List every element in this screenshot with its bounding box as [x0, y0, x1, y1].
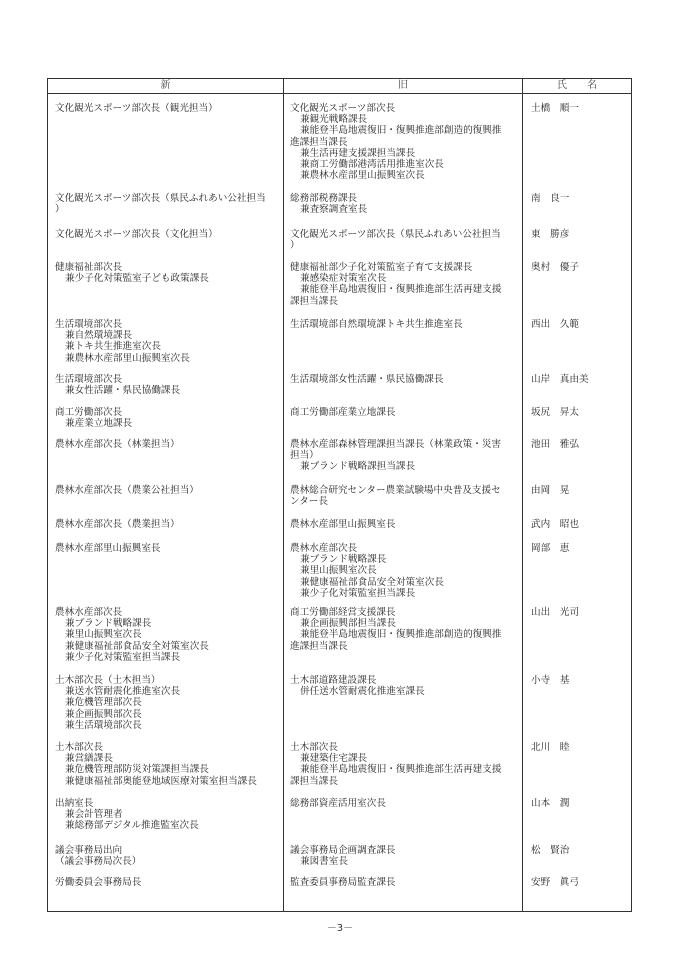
- person-name: 山出 光司: [531, 607, 579, 618]
- old-position: [290, 845, 518, 867]
- old-position-line: 進課担当課長: [290, 136, 348, 148]
- person-name: 南 良一: [531, 193, 570, 204]
- old-position-line: 兼査察調査室長: [300, 204, 368, 216]
- new-position: [55, 519, 283, 530]
- old-position-line: 課担当課長: [290, 775, 338, 787]
- old-position: [290, 374, 518, 385]
- new-position-line: 文化観光スポーツ部次長（文化担当）: [55, 229, 218, 240]
- new-position-line: 農林水産部里山振興室長: [55, 543, 161, 554]
- person-name: 山岸 真由美: [531, 374, 589, 385]
- new-position-line: ）: [55, 204, 65, 216]
- new-position: [55, 877, 283, 888]
- new-position-line: 兼ブランド戦略課長: [65, 618, 152, 630]
- new-position: [55, 845, 283, 867]
- old-position: [290, 798, 518, 809]
- new-position-line: 商工労働部次長: [55, 407, 123, 418]
- header-name: 氏 名: [557, 80, 597, 91]
- old-position: [290, 877, 518, 888]
- old-position-line: 文化観光スポーツ部次長（県民ふれあい公社担当: [290, 229, 501, 240]
- old-position-line: 兼企画振興部担当課長: [300, 618, 396, 630]
- old-position-line: 課担当課長: [290, 295, 338, 307]
- old-position-line: 文化観光スポーツ部次長: [290, 103, 396, 114]
- old-position-line: 土木部道路建設課長: [290, 675, 377, 686]
- new-position-line: 農林水産部次長（農業担当）: [55, 519, 180, 530]
- person-name: 安野 眞弓: [531, 877, 579, 888]
- old-position-line: 生活環境部女性活躍・県民協働課長: [290, 374, 444, 385]
- new-position-line: 土木部次長（土木担当）: [55, 675, 161, 686]
- new-position-line: 健康福祉部次長: [55, 262, 123, 273]
- old-position-line: 商工労働部産業立地課長: [290, 407, 396, 418]
- person-name: 池田 雅弘: [531, 439, 579, 450]
- person-name: 小寺 基: [531, 675, 570, 686]
- person-name: 由岡 晃: [531, 485, 570, 496]
- new-position-line: 兼女性活躍・県民協働課長: [65, 385, 181, 397]
- new-position-line: 兼健康福祉部奥能登地域医療対策室担当課長: [65, 775, 257, 787]
- new-position-line: 兼里山振興室次長: [65, 629, 142, 641]
- old-position-line: 兼生活再建支援課担当課長: [300, 147, 416, 159]
- old-position-line: 担当）: [290, 450, 319, 462]
- old-position-line: 農林総合研究センター農業試験場中央普及支援セ: [290, 485, 501, 496]
- old-position: [290, 262, 518, 307]
- old-position: [290, 439, 518, 473]
- old-position-line: 議会事務局企画調査課長: [290, 845, 396, 856]
- new-position: [55, 798, 283, 832]
- new-position: [55, 374, 283, 396]
- new-position-line: （議会事務局次長）: [55, 856, 142, 868]
- new-position: [55, 742, 283, 787]
- new-position: [55, 103, 283, 114]
- new-position-line: 兼会計管理者: [65, 809, 123, 821]
- new-position-line: 兼自然環境課長: [65, 330, 133, 342]
- person-name: 松 賢治: [531, 845, 570, 856]
- new-position-line: 兼総務部デジタル推進監室次長: [65, 820, 199, 832]
- old-position: [290, 519, 518, 530]
- new-position-line: 議会事務局出向: [55, 845, 123, 856]
- old-position: [290, 193, 518, 215]
- page-number: －3－: [326, 923, 354, 934]
- old-position-line: ）: [290, 240, 300, 252]
- old-position: [290, 319, 518, 330]
- old-position-line: 兼ブランド戦略課担当課長: [300, 461, 416, 473]
- old-position-line: 総務部資産活用室次長: [290, 798, 386, 809]
- new-position-line: 兼健康福祉部食品安全対策室次長: [65, 640, 209, 652]
- old-position-line: 農林水産部次長: [290, 543, 358, 554]
- old-position-line: 兼里山振興室次長: [300, 565, 377, 577]
- new-position-line: 兼企画振興部次長: [65, 708, 142, 720]
- new-position: [55, 229, 283, 240]
- new-position: [55, 607, 283, 663]
- person-name: 北川 睦: [531, 742, 570, 753]
- old-position: [290, 229, 518, 251]
- old-position: [290, 485, 518, 507]
- old-position: [290, 675, 518, 697]
- new-position-line: 兼生活環境部次長: [65, 719, 142, 731]
- old-position: [290, 543, 518, 599]
- new-position-line: 農林水産部次長: [55, 607, 123, 618]
- old-position-line: ンター長: [290, 496, 328, 508]
- new-position-line: 兼産業立地課長: [65, 418, 133, 430]
- old-position-line: 土木部次長: [290, 742, 338, 753]
- new-position-line: 文化観光スポーツ部次長（県民ふれあい公社担当: [55, 193, 266, 204]
- old-position: [290, 103, 518, 181]
- new-position: [55, 675, 283, 731]
- new-position-line: 兼少子化対策監室子ども政策課長: [65, 273, 209, 285]
- person-name: 土橋 順一: [531, 103, 579, 114]
- old-position-line: 兼商工労働部港湾活用推進室次長: [300, 159, 444, 171]
- old-position-line: 兼能登半島地震復旧・復興推進部創造的復興推: [300, 629, 502, 641]
- new-position-line: 土木部次長: [55, 742, 103, 753]
- person-name: 岡部 恵: [531, 543, 570, 554]
- personnel-table: [47, 78, 632, 912]
- old-position-line: 総務部税務課長: [290, 193, 358, 204]
- person-name: 坂尻 昇太: [531, 407, 579, 418]
- column-divider: [522, 79, 523, 911]
- new-position-line: 農林水産部次長（林業担当）: [55, 439, 180, 450]
- person-name: 奥村 優子: [531, 262, 579, 273]
- new-position-line: 兼農林水産部里山振興室次長: [65, 352, 190, 364]
- old-position-line: 兼感染症対策室次長: [300, 273, 387, 285]
- new-position: [55, 543, 283, 554]
- old-position-line: 農林水産部森林管理課担当課長（林業政策・災害: [290, 439, 502, 450]
- old-position-line: 兼観光戦略課長: [300, 114, 368, 126]
- new-position: [55, 193, 283, 215]
- person-name: 山本 潤: [531, 798, 570, 809]
- old-position-line: 兼少子化対策監室担当課長: [300, 587, 416, 599]
- header-new: 新: [160, 80, 171, 91]
- old-position: [290, 742, 518, 787]
- old-position-line: 商工労働部経営支援課長: [290, 607, 396, 618]
- person-name: 武内 昭也: [531, 519, 579, 530]
- old-position-line: 監査委員事務局監査課長: [290, 877, 396, 888]
- old-position-line: 兼ブランド戦略課長: [300, 554, 387, 566]
- new-position-line: 生活環境部次長: [55, 319, 123, 330]
- old-position: [290, 607, 518, 652]
- new-position-line: 農林水産部次長（農業公社担当）: [55, 485, 199, 496]
- new-position-line: 兼営繕課長: [65, 753, 113, 765]
- new-position-line: 労働委員会事務局長: [55, 877, 142, 888]
- new-position-line: 文化観光スポーツ部次長（観光担当）: [55, 103, 218, 114]
- person-name: 東 勝彦: [531, 229, 570, 240]
- new-position: [55, 262, 283, 284]
- new-position-line: 兼危機管理部次長: [65, 697, 142, 709]
- column-divider: [283, 79, 284, 911]
- new-position: [55, 407, 283, 429]
- new-position-line: 兼少子化対策監室担当課長: [65, 651, 181, 663]
- new-position-line: 出納室長: [55, 798, 94, 809]
- old-position-line: 併任送水管耐震化推進室課長: [300, 686, 425, 698]
- new-position: [55, 485, 283, 496]
- old-position-line: 兼能登半島地震復旧・復興推進部生活再建支援: [300, 284, 502, 296]
- new-position: [55, 439, 283, 450]
- table-header: [48, 79, 631, 94]
- old-position-line: 進課担当課長: [290, 640, 348, 652]
- new-position-line: 兼トキ共生推進室次長: [65, 341, 161, 353]
- old-position-line: 農林水産部里山振興室長: [290, 519, 396, 530]
- header-old: 旧: [398, 80, 408, 91]
- old-position-line: 兼能登半島地震復旧・復興推進部創造的復興推: [300, 125, 502, 137]
- new-position-line: 生活環境部次長: [55, 374, 123, 385]
- person-name: 西出 久範: [531, 319, 579, 330]
- old-position-line: 兼建築住宅課長: [300, 753, 368, 765]
- old-position-line: 兼能登半島地震復旧・復興推進部生活再建支援: [300, 764, 502, 776]
- old-position: [290, 407, 518, 418]
- old-position-line: 兼図書室長: [300, 856, 348, 868]
- new-position: [55, 319, 283, 364]
- new-position-line: 兼危機管理部防災対策課担当課長: [65, 764, 209, 776]
- old-position-line: 健康福祉部少子化対策監室子育て支援課長: [290, 262, 473, 273]
- old-position-line: 兼農林水産部里山振興室次長: [300, 170, 425, 182]
- new-position-line: 兼送水管耐震化推進室次長: [65, 686, 181, 698]
- old-position-line: 兼健康福祉部食品安全対策室次長: [300, 576, 444, 588]
- old-position-line: 生活環境部自然環境課トキ共生推進室長: [290, 319, 463, 330]
